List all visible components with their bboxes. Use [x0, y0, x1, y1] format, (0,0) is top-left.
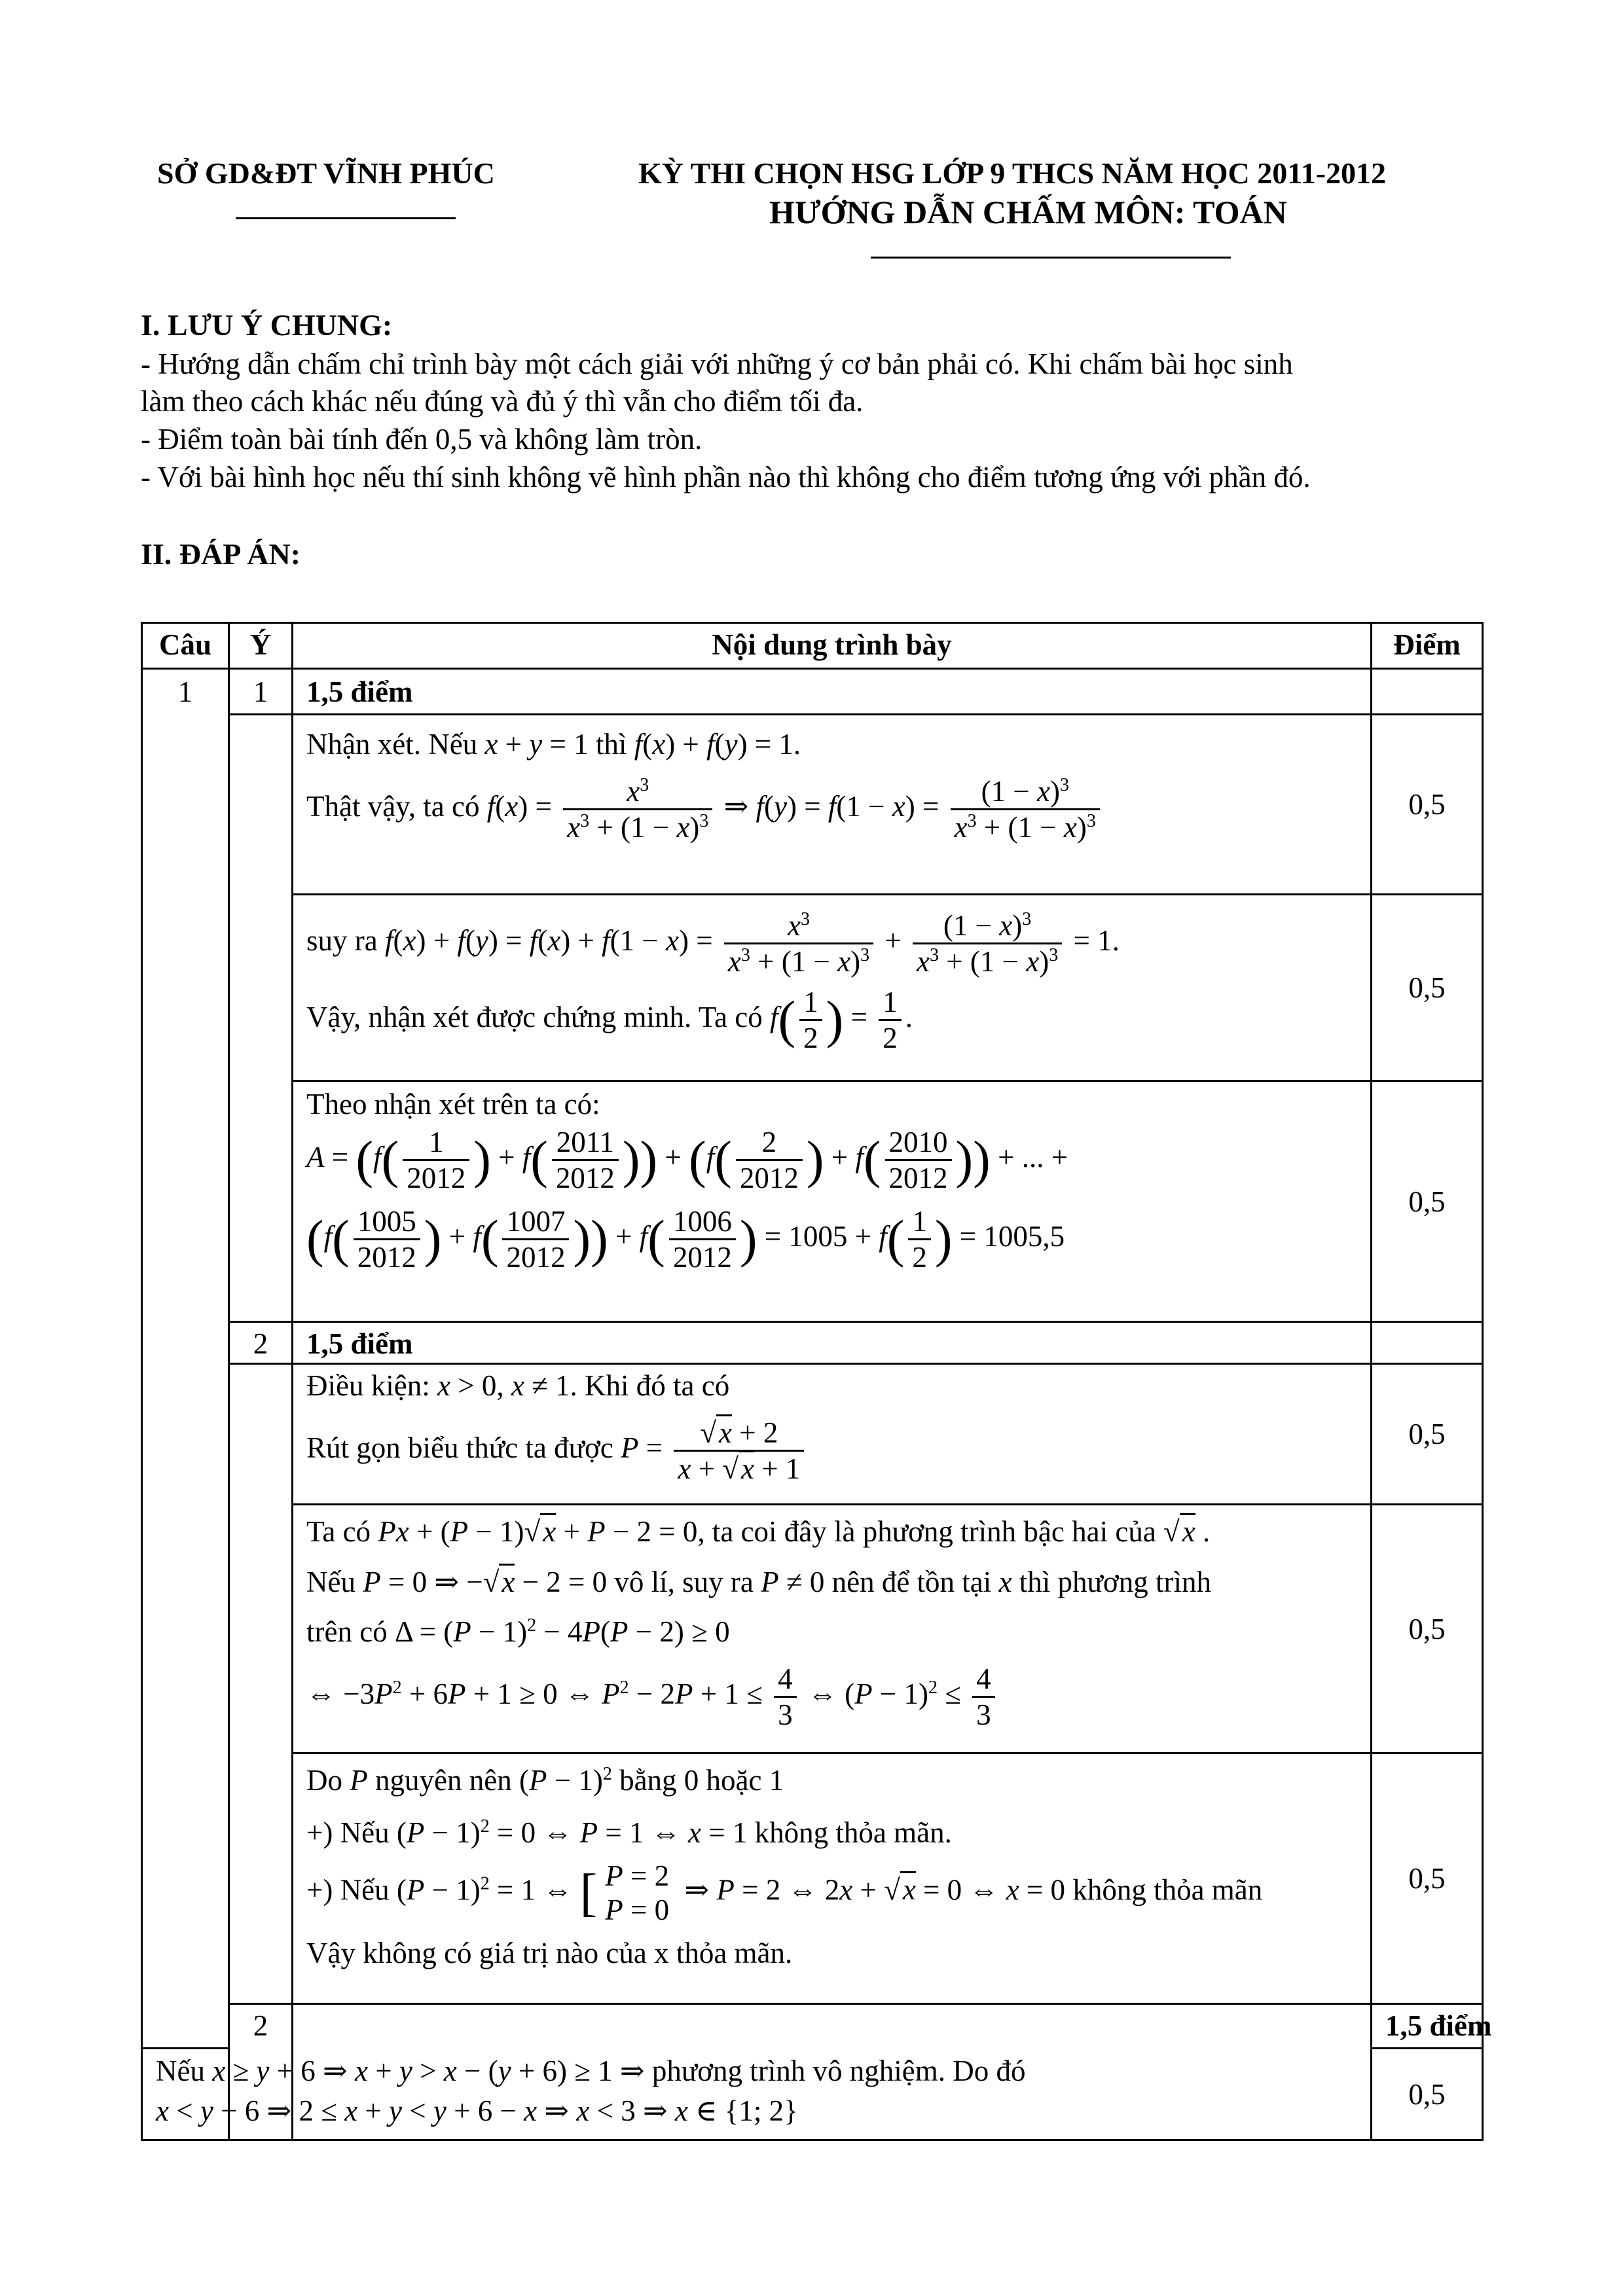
part-points: 1,5 điểm — [306, 1327, 413, 1360]
score-value: 0,5 — [1372, 1364, 1483, 1505]
grading-title: HƯỚNG DẪN CHẤM MÔN: TOÁN — [769, 194, 1287, 230]
exam-title: KỲ THI CHỌN HSG LỚP 9 THCS NĂM HỌC 2011-2012 — [638, 156, 1387, 190]
score-value: 0,5 — [1372, 715, 1483, 895]
part-number: 1 — [229, 669, 293, 715]
part-points: 1,5 điểm — [1385, 2009, 1492, 2042]
table-row — [142, 1322, 1483, 1364]
note-line-3: - Điểm toàn bài tính đến 0,5 và không làm tròn. — [141, 423, 702, 456]
table-row: suy ra f(x) + f(y) = f(x) + f(1 − x) = $\frac{x^3}{x^3 + (1 - x)^3}$ + $\frac{(1 - x)^3}{x^3 + (1 - x)^3}$ = 1. Vậy, nhận xét được chứng minh. Ta có f( $\frac{1}{2}$ ) = $\frac{1}{2}$ . 0,5 — [142, 895, 1483, 1081]
header-content: Nội dung trình bày — [293, 623, 1372, 669]
score-value: 0,5 — [1372, 2049, 1483, 2140]
header-cau: Câu — [142, 623, 229, 669]
note-line-4: - Với bài hình học nếu thí sinh không vẽ hình phần nào thì không cho điểm tương ứng với phần đó. — [141, 461, 1311, 493]
score-value: 0,5 — [1372, 895, 1483, 1081]
table-row — [142, 669, 1483, 715]
score-value: 0,5 — [1372, 1081, 1483, 1322]
table-row: Theo nhận xét trên ta có: A = (f( $\frac{1}{2012}$ ) + f( $\frac{2011}{2012}$ )) + (f( $\frac{2}{2012}$ ) + f( $\frac{2010}{2012}$ )) + ... + (f( $\frac{1005}{2012}$ ) + f( $\frac{1007}{2012}$ )) + f( $\frac{1006}{2012}$ ) = 1005 + f( $\frac{1}{2}$ ) = 1005,5 0,5 — [142, 1081, 1483, 1322]
table-row: Nếu x ≥ y + 6 ⇒ x + y > x − (y + 6) ≥ 1 ⇒ phương trình vô nghiệm. Do đó x < y + 6 ⇒ 2 ≤ x + y < y + 6 − x ⇒ x < 3 ⇒ x ∈ {1; 2} 0,5 — [142, 2049, 1483, 2140]
table-row — [142, 2004, 1483, 2049]
note-line-2: làm theo cách khác nếu đúng và đủ ý thì vẫn cho điểm tối đa. — [141, 385, 864, 418]
table-header-row — [142, 623, 1483, 669]
part-number: 2 — [229, 1322, 293, 1364]
question-number: 1 — [142, 669, 229, 2049]
title-underline — [871, 257, 1231, 259]
score-value: 0,5 — [1372, 1505, 1483, 1753]
header-score: Điểm — [1372, 623, 1483, 669]
section-answers-title: II. ĐÁP ÁN: — [141, 537, 301, 571]
table-row: Ta có Px + (P − 1)√x + P − 2 = 0, ta coi đây là phương trình bậc hai của √x . Nếu P = 0 ⇒ −√x − 2 = 0 vô lí, suy ra P ≠ 0 nên để tồn tại x thì phương trình trên có $\Delta = (P - 1)^2 - 4P(P - 2) \ge 0$ ⇔ $-3P^2 + 6P + 1 \ge 0$ ⇔ $P^2 - 2P + 1$ ≤ $\frac{4}{3}$ ⇔ $(P - 1)^2$ ≤ $\frac{4}{3}$ 0,5 — [142, 1505, 1483, 1753]
department-name: SỞ GD&ĐT VĨNH PHÚC — [157, 156, 495, 190]
question-number: 2 — [229, 2004, 293, 2140]
table-row: Do P nguyên nên $(P - 1)^2$ bằng 0 hoặc 1 +) Nếu $(P - 1)^2 = 0$ ⇔ P = 1 ⇔ x = 1 không thỏa mãn. +) Nếu $(P - 1)^2 = 1$ ⇔ [ P = 2 P = 0 ⇒ P = 2 ⇔ 2x + √x = 0 ⇔ x = 0 không thỏa mãn Vậy không có giá trị nào của x thỏa mãn. 0,5 — [142, 1753, 1483, 2004]
table-row: Nhận xét. Nếu x + y = 1 thì f(x) + f(y) = 1. Thật vậy, ta có f(x) = $\frac{x^3}{x^3 + (1 - x)^3}$ ⇒ f(y) = f(1 − x) = $\frac{(1 - x)^3}{x^3 + (1 - x)^3}$ 0,5 — [142, 715, 1483, 895]
section-general-notes-title: I. LƯU Ý CHUNG: — [141, 308, 393, 342]
score-cell — [1372, 669, 1483, 715]
header-y: Ý — [229, 623, 293, 669]
table-row: Điều kiện: x > 0, x ≠ 1. Khi đó ta có Rút gọn biểu thức ta được P = $\frac{√x + 2}{x + √x + 1}$ 0,5 — [142, 1364, 1483, 1505]
score-value: 0,5 — [1372, 1753, 1483, 2004]
note-line-1: - Hướng dẫn chấm chỉ trình bày một cách giải với những ý cơ bản phải có. Khi chấm bài học sinh — [141, 348, 1293, 380]
answer-table — [141, 622, 1492, 2141]
part-points: 1,5 điểm — [306, 675, 413, 708]
department-underline — [236, 217, 456, 219]
